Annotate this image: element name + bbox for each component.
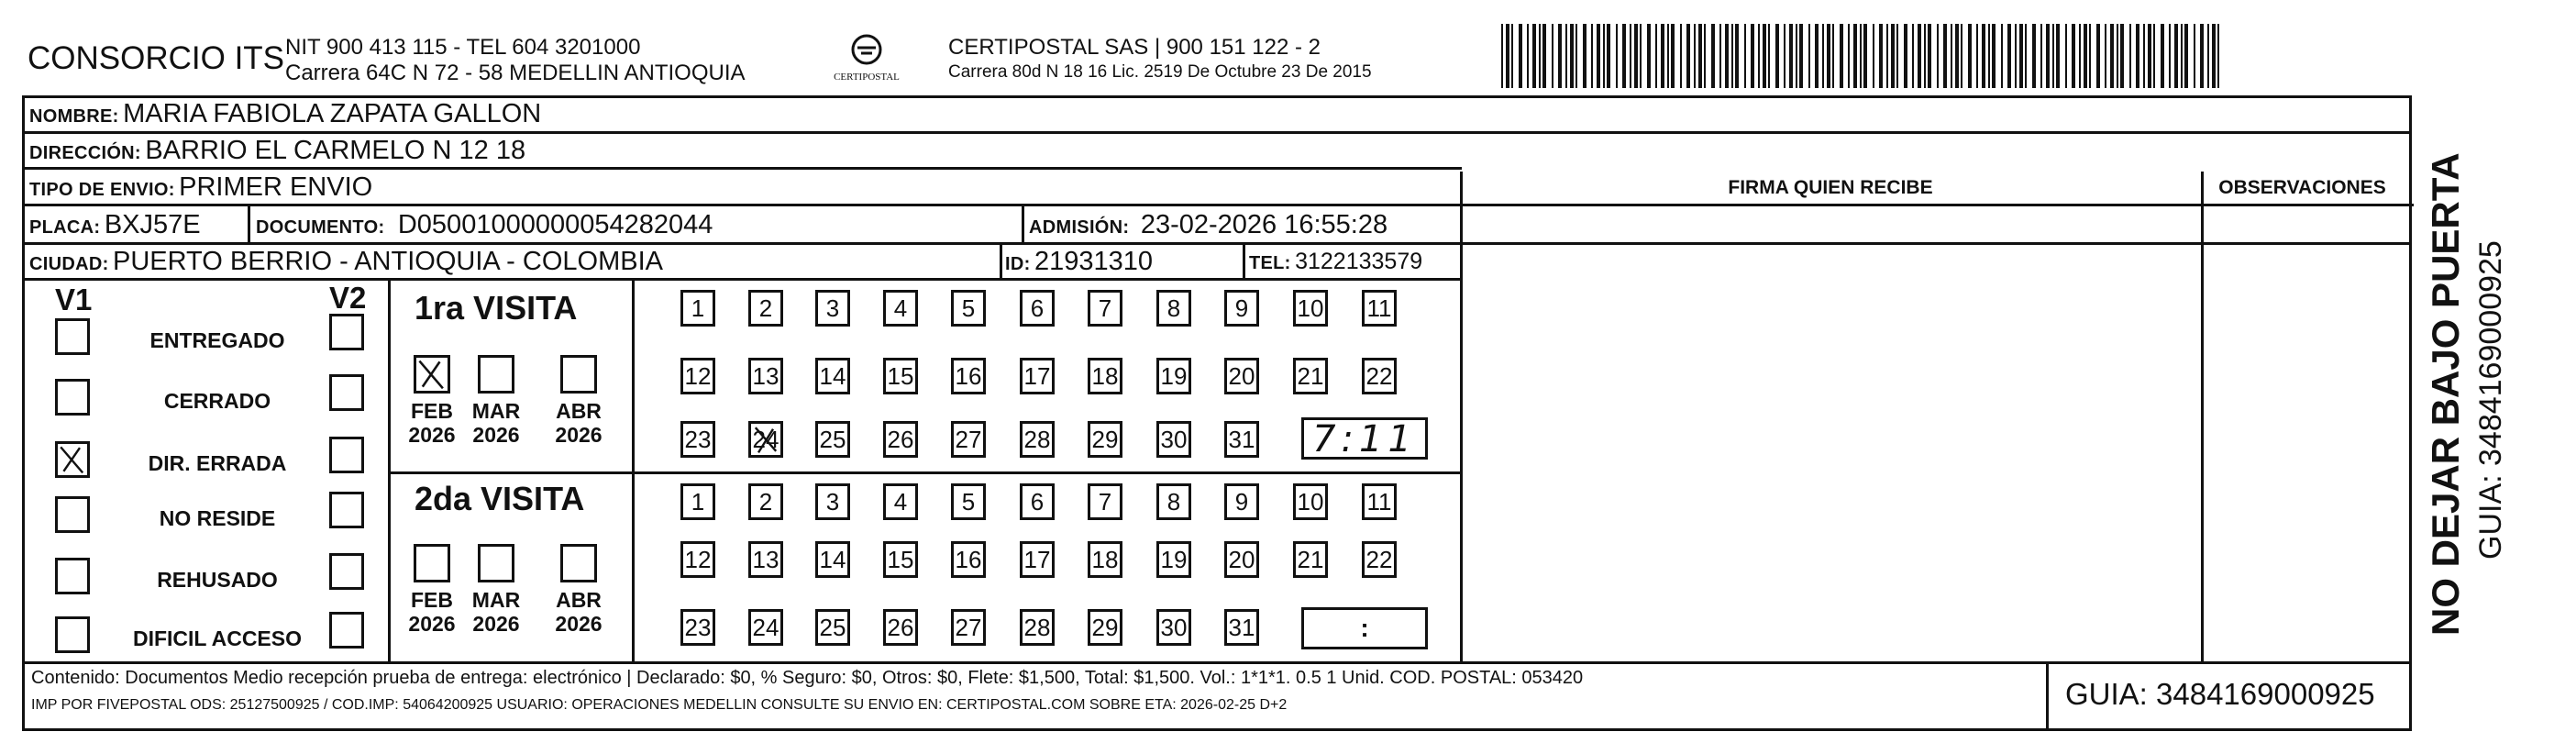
- second-visit-day-22[interactable]: 22: [1362, 541, 1397, 578]
- second-visit-day-2[interactable]: 2: [748, 483, 783, 520]
- first-visit-day-24[interactable]: 24: [748, 421, 783, 458]
- second-visit-day-13[interactable]: 13: [748, 541, 783, 578]
- first-visit-month-box-mar[interactable]: [478, 355, 514, 394]
- second-visit-day-7[interactable]: 7: [1088, 483, 1122, 520]
- courier-name: CERTIPOSTAL SAS | 900 151 122 - 2: [948, 35, 1321, 60]
- documento-row: [256, 210, 713, 240]
- first-visit-day-8[interactable]: 8: [1156, 290, 1191, 327]
- second-visit-month-box-mar[interactable]: [478, 544, 514, 582]
- first-visit-day-10[interactable]: 10: [1293, 290, 1328, 327]
- v2-checkbox-1[interactable]: [329, 314, 364, 350]
- first-visit-title: 1ra VISITA: [415, 289, 578, 327]
- first-visit-day-25[interactable]: 25: [815, 421, 850, 458]
- status-label-1: ENTREGADO: [149, 328, 285, 352]
- admision-label: ADMISIÓN:: [1029, 217, 1130, 238]
- second-visit-day-15[interactable]: 15: [883, 541, 918, 578]
- barcode: [1499, 24, 2224, 88]
- check-x-icon: [58, 444, 87, 475]
- second-visit-day-5[interactable]: 5: [951, 483, 986, 520]
- first-visit-day-18[interactable]: 18: [1088, 358, 1122, 394]
- v2-checkbox-3[interactable]: [329, 437, 364, 473]
- first-visit-month-box-feb[interactable]: [414, 355, 450, 394]
- direccion-row: [29, 136, 525, 166]
- first-visit-day-11[interactable]: 11: [1362, 290, 1397, 327]
- tel-label: TEL:: [1249, 253, 1291, 273]
- v1-checkbox-3[interactable]: [55, 441, 90, 478]
- certipostal-logo-icon: [830, 33, 903, 92]
- second-visit-time: :: [1360, 614, 1369, 642]
- tel-value: 3122133579: [1295, 249, 1423, 274]
- first-visit-day-30[interactable]: 30: [1156, 421, 1191, 458]
- company-name: CONSORCIO ITS: [28, 40, 285, 76]
- first-visit-day-6[interactable]: 6: [1020, 290, 1055, 327]
- second-visit-day-8[interactable]: 8: [1156, 483, 1191, 520]
- first-visit-day-7[interactable]: 7: [1088, 290, 1122, 327]
- second-visit-day-10[interactable]: 10: [1293, 483, 1328, 520]
- v1-checkbox-2[interactable]: [55, 379, 90, 416]
- second-visit-day-28[interactable]: 28: [1020, 609, 1055, 646]
- second-visit-day-19[interactable]: 19: [1156, 541, 1191, 578]
- first-visit-day-12[interactable]: 12: [680, 358, 715, 394]
- footer-line2: IMP POR FIVEPOSTAL ODS: 25127500925 / COD.IMP: 54064200925 USUARIO: OPERACIONES MEDELLIN CONSULTE SU ENVIO EN: CERTIPOSTAL.COM SOBRE ETA: 2026-02-25 D+2: [31, 697, 1288, 713]
- second-visit-day-14[interactable]: 14: [815, 541, 850, 578]
- second-visit-month-box-feb[interactable]: [414, 544, 450, 582]
- v1-label: V1: [55, 283, 93, 316]
- second-visit-day-11[interactable]: 11: [1362, 483, 1397, 520]
- side-guia: GUIA: 3484169000925: [2473, 240, 2508, 560]
- first-visit-time: 7:11: [1312, 418, 1417, 460]
- placa-label: PLACA:: [29, 217, 101, 238]
- first-visit-day-9[interactable]: 9: [1224, 290, 1259, 327]
- id-row: [1005, 247, 1153, 277]
- second-visit-day-27[interactable]: 27: [951, 609, 986, 646]
- second-visit-month-label-abr: ABR 2026: [555, 588, 603, 636]
- first-visit-day-31[interactable]: 31: [1224, 421, 1259, 458]
- second-visit-day-24[interactable]: 24: [748, 609, 783, 646]
- check-x-icon: [416, 358, 448, 391]
- ciudad-row: [29, 247, 663, 277]
- firma-label: FIRMA QUIEN RECIBE: [1728, 177, 1933, 198]
- v2-checkbox-4[interactable]: [329, 492, 364, 528]
- first-visit-day-28[interactable]: 28: [1020, 421, 1055, 458]
- first-visit-day-21[interactable]: 21: [1293, 358, 1328, 394]
- second-visit-month-label-feb: FEB 2026: [408, 588, 456, 636]
- courier-address: Carrera 80d N 18 16 Lic. 2519 De Octubre 23 De 2015: [948, 62, 1372, 82]
- v2-checkbox-2[interactable]: [329, 374, 364, 411]
- first-visit-time-box[interactable]: [1301, 417, 1428, 460]
- first-visit-month-label-feb: FEB 2026: [408, 399, 456, 447]
- tipo-row: [29, 172, 372, 203]
- tel-row: [1249, 249, 1422, 275]
- nombre-row: [29, 99, 541, 129]
- first-visit-month-label-mar: MAR 2026: [471, 399, 521, 447]
- v1-checkbox-5[interactable]: [55, 558, 90, 594]
- v1-checkbox-4[interactable]: [55, 496, 90, 533]
- status-label-3: DIR. ERRADA: [148, 451, 287, 475]
- first-visit-day-16[interactable]: 16: [951, 358, 986, 394]
- footer-line1: Contenido: Documentos Medio recepción prueba de entrega: electrónico | Declarado: $0, % Seguro: $0, Otros: $0, Flete: $1,500, Total: $1,500. Vol.: 1*1*1. 0.5 1 Unid. COD. POSTAL: 053420: [31, 668, 1584, 688]
- v2-checkbox-6[interactable]: [329, 612, 364, 649]
- v1-checkbox-1[interactable]: [55, 318, 90, 355]
- nombre-label: NOMBRE:: [29, 106, 119, 127]
- footer-guia: GUIA: 3484169000925: [2065, 677, 2375, 711]
- second-visit-day-20[interactable]: 20: [1224, 541, 1259, 578]
- admision-value: 23-02-2026 16:55:28: [1140, 210, 1388, 239]
- observaciones-label: OBSERVACIONES: [2218, 177, 2386, 198]
- tipo-label: TIPO DE ENVIO:: [29, 180, 175, 200]
- first-visit-day-3[interactable]: 3: [815, 290, 850, 327]
- second-visit-day-1[interactable]: 1: [680, 483, 715, 520]
- first-visit-day-17[interactable]: 17: [1020, 358, 1055, 394]
- first-visit-day-29[interactable]: 29: [1088, 421, 1122, 458]
- id-label: ID:: [1005, 254, 1031, 274]
- second-visit-time-box[interactable]: [1301, 607, 1428, 649]
- certipostal-logo: [830, 33, 903, 92]
- first-visit-day-14[interactable]: 14: [815, 358, 850, 394]
- tipo-value: PRIMER ENVIO: [179, 172, 373, 202]
- first-visit-day-2[interactable]: 2: [748, 290, 783, 327]
- barcode-graphic: [1499, 24, 2224, 88]
- second-visit-day-6[interactable]: 6: [1020, 483, 1055, 520]
- company-address: Carrera 64C N 72 - 58 MEDELLIN ANTIOQUIA: [285, 61, 746, 85]
- first-visit-month-box-abr[interactable]: [560, 355, 597, 394]
- status-label-4: NO RESIDE: [159, 506, 276, 530]
- v2-checkbox-5[interactable]: [329, 553, 364, 590]
- first-visit-day-22[interactable]: 22: [1362, 358, 1397, 394]
- nombre-value: MARIA FABIOLA ZAPATA GALLON: [123, 99, 542, 128]
- first-visit-day-23[interactable]: 23: [680, 421, 715, 458]
- first-visit-day-26[interactable]: 26: [883, 421, 918, 458]
- company-nit: NIT 900 413 115 - TEL 604 3201000: [285, 35, 641, 60]
- second-visit-day-9[interactable]: 9: [1224, 483, 1259, 520]
- first-visit-day-1[interactable]: 1: [680, 290, 715, 327]
- placa-row: [29, 210, 201, 240]
- second-visit-day-18[interactable]: 18: [1088, 541, 1122, 578]
- documento-value: D05001000000054282044: [397, 210, 713, 239]
- second-visit-day-3[interactable]: 3: [815, 483, 850, 520]
- second-visit-day-25[interactable]: 25: [815, 609, 850, 646]
- documento-label: DOCUMENTO:: [256, 217, 385, 238]
- second-visit-day-4[interactable]: 4: [883, 483, 918, 520]
- first-visit-day-27[interactable]: 27: [951, 421, 986, 458]
- second-visit-day-31[interactable]: 31: [1224, 609, 1259, 646]
- second-visit-day-17[interactable]: 17: [1020, 541, 1055, 578]
- day-check-mark-icon: [751, 424, 780, 455]
- v2-label: V2: [329, 281, 367, 315]
- second-visit-day-16[interactable]: 16: [951, 541, 986, 578]
- side-warning: NO DEJAR BAJO PUERTA: [2424, 152, 2467, 636]
- first-visit-day-20[interactable]: 20: [1224, 358, 1259, 394]
- second-visit-month-box-abr[interactable]: [560, 544, 597, 582]
- first-visit-day-4[interactable]: 4: [883, 290, 918, 327]
- ciudad-label: CIUDAD:: [29, 254, 109, 274]
- second-visit-day-23[interactable]: 23: [680, 609, 715, 646]
- status-label-5: REHUSADO: [157, 568, 278, 592]
- second-visit-day-30[interactable]: 30: [1156, 609, 1191, 646]
- first-visit-day-19[interactable]: 19: [1156, 358, 1191, 394]
- second-visit-month-label-mar: MAR 2026: [471, 588, 521, 636]
- first-visit-day-13[interactable]: 13: [748, 358, 783, 394]
- ciudad-value: PUERTO BERRIO - ANTIOQUIA - COLOMBIA: [113, 247, 663, 276]
- status-label-6: DIFICIL ACCESO: [132, 626, 302, 650]
- placa-value: BXJ57E: [104, 210, 201, 239]
- direccion-value: BARRIO EL CARMELO N 12 18: [145, 136, 526, 165]
- first-visit-day-5[interactable]: 5: [951, 290, 986, 327]
- direccion-label: DIRECCIÓN:: [29, 143, 141, 163]
- second-visit-title: 2da VISITA: [415, 480, 585, 517]
- second-visit-day-21[interactable]: 21: [1293, 541, 1328, 578]
- second-visit-day-12[interactable]: 12: [680, 541, 715, 578]
- first-visit-month-label-abr: ABR 2026: [555, 399, 603, 447]
- first-visit-day-15[interactable]: 15: [883, 358, 918, 394]
- logo-text: CERTIPOSTAL: [834, 72, 900, 83]
- id-value: 21931310: [1034, 247, 1154, 276]
- v1-checkbox-6[interactable]: [55, 616, 90, 653]
- second-visit-day-29[interactable]: 29: [1088, 609, 1122, 646]
- admision-row: [1029, 210, 1388, 240]
- second-visit-day-26[interactable]: 26: [883, 609, 918, 646]
- status-label-2: CERRADO: [163, 389, 271, 413]
